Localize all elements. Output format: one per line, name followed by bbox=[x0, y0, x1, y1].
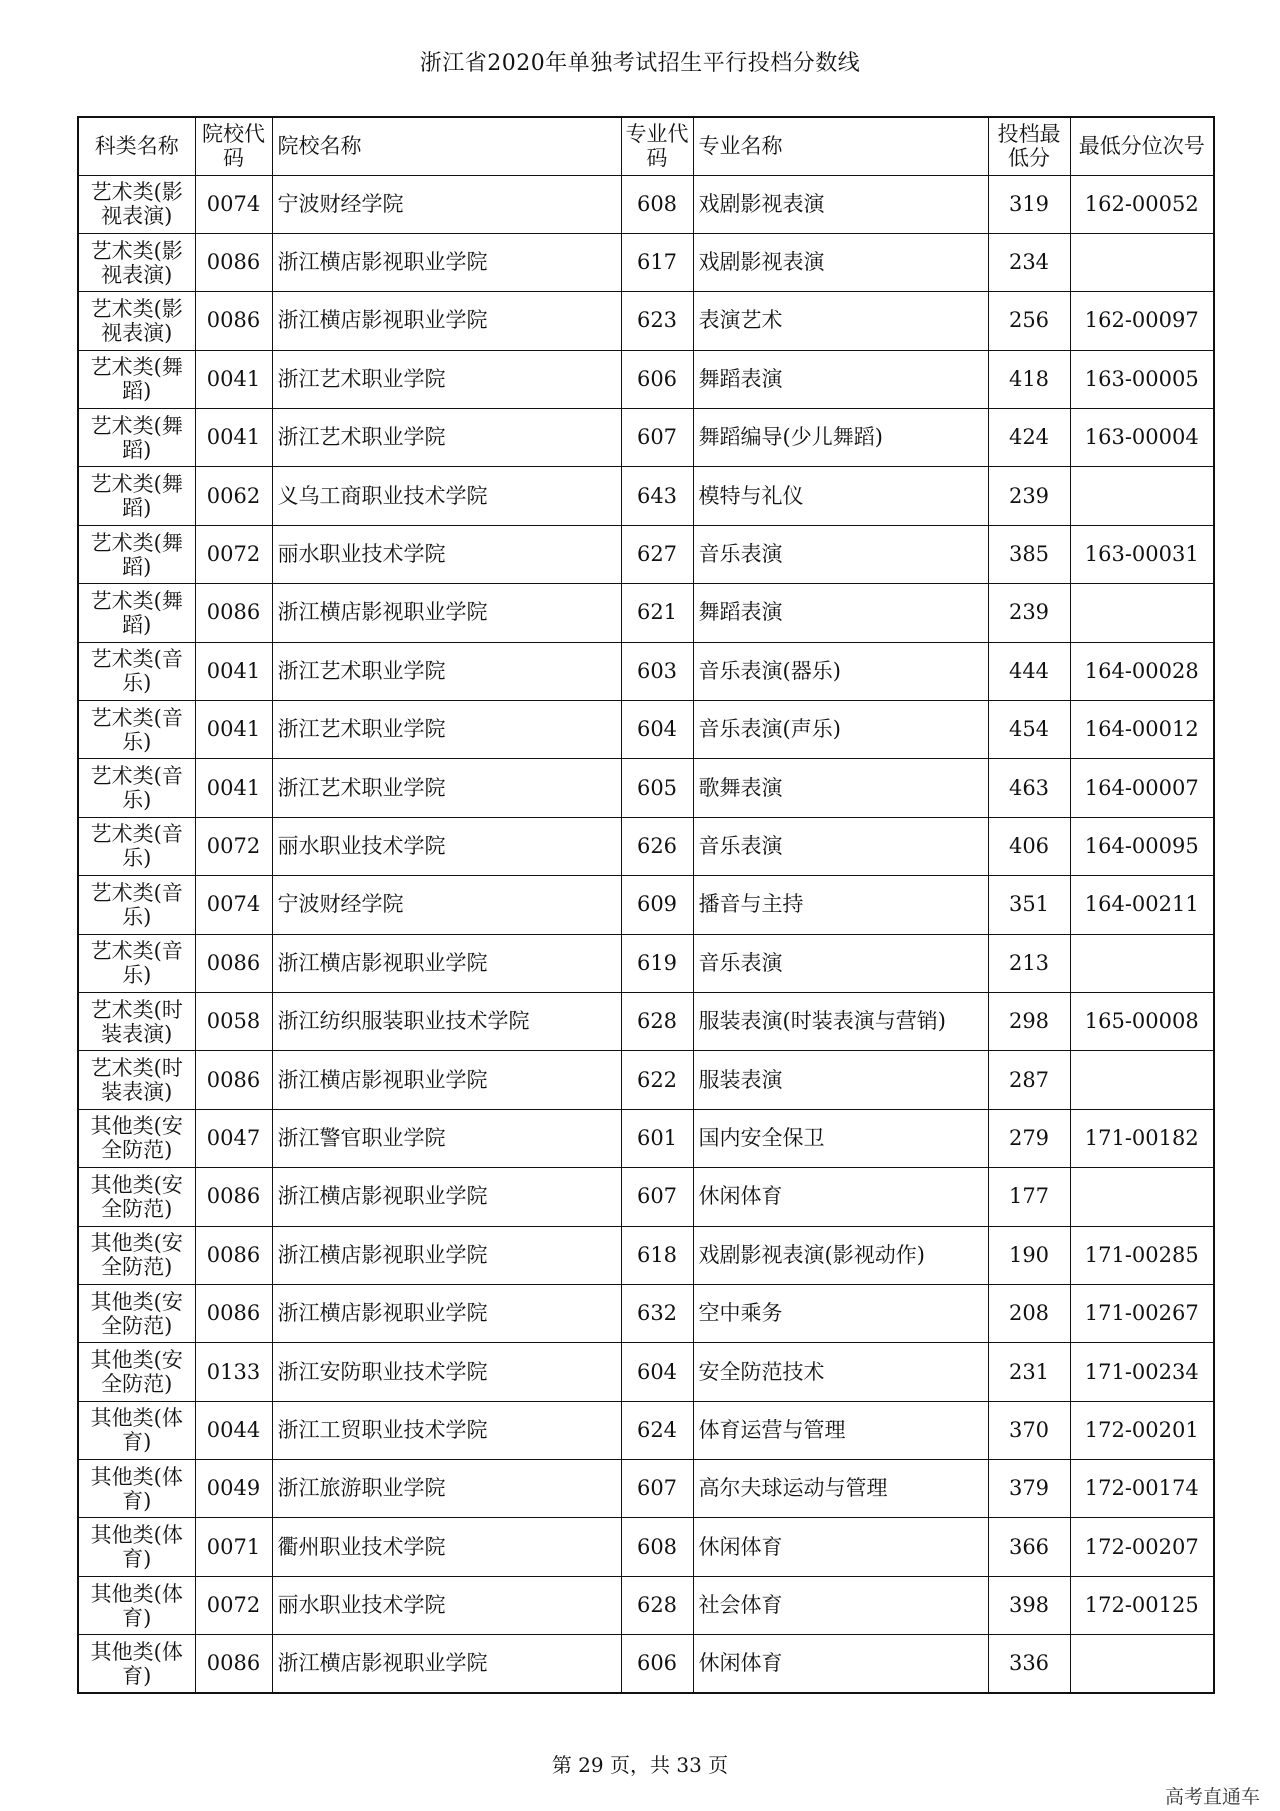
cell-min-rank bbox=[1070, 233, 1214, 291]
cell-major-name: 国内安全保卫 bbox=[693, 1109, 988, 1167]
cell-school-name: 浙江横店影视职业学院 bbox=[272, 233, 621, 291]
cell-major-code: 619 bbox=[621, 934, 693, 992]
cell-major-code: 627 bbox=[621, 525, 693, 583]
cell-min-score: 287 bbox=[988, 1051, 1070, 1109]
cell-major-name: 高尔夫球运动与管理 bbox=[693, 1460, 988, 1518]
table-row bbox=[78, 1576, 1214, 1634]
cell-min-rank: 163-00031 bbox=[1070, 525, 1214, 583]
cell-category: 艺术类(舞蹈) bbox=[78, 525, 195, 583]
cell-major-name: 模特与礼仪 bbox=[693, 467, 988, 525]
cell-major-name: 服装表演 bbox=[693, 1051, 988, 1109]
cell-school-name: 浙江横店影视职业学院 bbox=[272, 584, 621, 642]
cell-major-name: 舞蹈表演 bbox=[693, 584, 988, 642]
table-row bbox=[78, 1518, 1214, 1576]
cell-min-score: 213 bbox=[988, 934, 1070, 992]
table-row bbox=[78, 350, 1214, 408]
cell-school-code: 0072 bbox=[195, 817, 272, 875]
cell-min-rank bbox=[1070, 1635, 1214, 1693]
cell-category: 艺术类(舞蹈) bbox=[78, 350, 195, 408]
cell-school-name: 浙江旅游职业学院 bbox=[272, 1460, 621, 1518]
cell-major-name: 戏剧影视表演 bbox=[693, 175, 988, 233]
cell-major-name: 休闲体育 bbox=[693, 1518, 988, 1576]
cell-major-name: 音乐表演 bbox=[693, 934, 988, 992]
cell-min-score: 177 bbox=[988, 1168, 1070, 1226]
cell-major-code: 618 bbox=[621, 1226, 693, 1284]
cell-min-score: 398 bbox=[988, 1576, 1070, 1634]
cell-school-name: 浙江横店影视职业学院 bbox=[272, 1168, 621, 1226]
cell-school-code: 0086 bbox=[195, 1635, 272, 1693]
cell-category: 其他类(安全防范) bbox=[78, 1343, 195, 1401]
cell-min-rank: 171-00234 bbox=[1070, 1343, 1214, 1401]
cell-major-code: 603 bbox=[621, 642, 693, 700]
cell-school-code: 0086 bbox=[195, 1051, 272, 1109]
cell-school-name: 浙江艺术职业学院 bbox=[272, 642, 621, 700]
cell-major-name: 舞蹈编导(少儿舞蹈) bbox=[693, 409, 988, 467]
watermark: 高考直通车 bbox=[1164, 1786, 1260, 1808]
cell-major-code: 609 bbox=[621, 876, 693, 934]
table-row bbox=[78, 1109, 1214, 1167]
table-row bbox=[78, 1401, 1214, 1459]
cell-major-name: 体育运营与管理 bbox=[693, 1401, 988, 1459]
cell-category: 其他类(体育) bbox=[78, 1518, 195, 1576]
cell-min-rank: 164-00095 bbox=[1070, 817, 1214, 875]
table-row bbox=[78, 701, 1214, 759]
cell-category: 其他类(安全防范) bbox=[78, 1226, 195, 1284]
cell-min-score: 239 bbox=[988, 584, 1070, 642]
cell-min-score: 418 bbox=[988, 350, 1070, 408]
cell-category: 艺术类(音乐) bbox=[78, 876, 195, 934]
cell-category: 艺术类(音乐) bbox=[78, 817, 195, 875]
cell-major-code: 606 bbox=[621, 1635, 693, 1693]
cell-school-code: 0074 bbox=[195, 876, 272, 934]
cell-school-name: 浙江艺术职业学院 bbox=[272, 701, 621, 759]
cell-category: 艺术类(影视表演) bbox=[78, 292, 195, 350]
cell-school-code: 0071 bbox=[195, 1518, 272, 1576]
table-row bbox=[78, 1168, 1214, 1226]
cell-major-code: 628 bbox=[621, 992, 693, 1050]
table-row bbox=[78, 1635, 1214, 1693]
cell-school-code: 0086 bbox=[195, 934, 272, 992]
cell-category: 艺术类(舞蹈) bbox=[78, 467, 195, 525]
cell-category: 艺术类(影视表演) bbox=[78, 233, 195, 291]
page-title: 浙江省2020年单独考试招生平行投档分数线 bbox=[419, 51, 861, 76]
cell-major-code: 604 bbox=[621, 701, 693, 759]
cell-major-code: 643 bbox=[621, 467, 693, 525]
cell-major-name: 表演艺术 bbox=[693, 292, 988, 350]
cell-min-rank: 171-00182 bbox=[1070, 1109, 1214, 1167]
cell-category: 艺术类(音乐) bbox=[78, 642, 195, 700]
cell-school-code: 0041 bbox=[195, 642, 272, 700]
table-row bbox=[78, 1051, 1214, 1109]
cell-school-code: 0086 bbox=[195, 292, 272, 350]
cell-school-code: 0133 bbox=[195, 1343, 272, 1401]
cell-major-name: 音乐表演 bbox=[693, 817, 988, 875]
cell-min-score: 370 bbox=[988, 1401, 1070, 1459]
cell-major-name: 音乐表演 bbox=[693, 525, 988, 583]
cell-school-code: 0044 bbox=[195, 1401, 272, 1459]
cell-school-name: 浙江纺织服装职业技术学院 bbox=[272, 992, 621, 1050]
cell-school-name: 浙江横店影视职业学院 bbox=[272, 1284, 621, 1342]
cell-school-name: 浙江工贸职业技术学院 bbox=[272, 1401, 621, 1459]
cell-min-rank bbox=[1070, 584, 1214, 642]
cell-category: 艺术类(音乐) bbox=[78, 934, 195, 992]
cell-major-name: 戏剧影视表演(影视动作) bbox=[693, 1226, 988, 1284]
cell-school-code: 0086 bbox=[195, 1226, 272, 1284]
table-row bbox=[78, 584, 1214, 642]
cell-min-rank: 164-00012 bbox=[1070, 701, 1214, 759]
cell-min-rank: 162-00052 bbox=[1070, 175, 1214, 233]
cell-school-name: 丽水职业技术学院 bbox=[272, 1576, 621, 1634]
cell-school-name: 浙江横店影视职业学院 bbox=[272, 1226, 621, 1284]
cell-major-name: 休闲体育 bbox=[693, 1635, 988, 1693]
header-school-name: 院校名称 bbox=[272, 117, 621, 175]
cell-major-name: 安全防范技术 bbox=[693, 1343, 988, 1401]
cell-school-name: 衢州职业技术学院 bbox=[272, 1518, 621, 1576]
cell-school-code: 0058 bbox=[195, 992, 272, 1050]
header-school-code: 院校代码 bbox=[195, 117, 272, 175]
cell-min-rank: 172-00125 bbox=[1070, 1576, 1214, 1634]
cell-major-code: 626 bbox=[621, 817, 693, 875]
table-row bbox=[78, 992, 1214, 1050]
cell-min-score: 424 bbox=[988, 409, 1070, 467]
cell-school-code: 0041 bbox=[195, 350, 272, 408]
cell-category: 其他类(体育) bbox=[78, 1635, 195, 1693]
cell-min-score: 385 bbox=[988, 525, 1070, 583]
cell-min-rank: 171-00267 bbox=[1070, 1284, 1214, 1342]
cell-major-code: 608 bbox=[621, 175, 693, 233]
cell-category: 艺术类(舞蹈) bbox=[78, 584, 195, 642]
table-row bbox=[78, 292, 1214, 350]
table-row bbox=[78, 233, 1214, 291]
cell-category: 艺术类(音乐) bbox=[78, 701, 195, 759]
table-row bbox=[78, 1343, 1214, 1401]
cell-min-score: 234 bbox=[988, 233, 1070, 291]
cell-major-name: 戏剧影视表演 bbox=[693, 233, 988, 291]
cell-major-code: 601 bbox=[621, 1109, 693, 1167]
cell-school-code: 0041 bbox=[195, 759, 272, 817]
cell-category: 其他类(体育) bbox=[78, 1460, 195, 1518]
admission-score-table bbox=[77, 116, 1215, 1694]
cell-min-rank: 164-00211 bbox=[1070, 876, 1214, 934]
cell-category: 艺术类(影视表演) bbox=[78, 175, 195, 233]
cell-school-name: 义乌工商职业技术学院 bbox=[272, 467, 621, 525]
cell-category: 艺术类(舞蹈) bbox=[78, 409, 195, 467]
table-row bbox=[78, 1460, 1214, 1518]
cell-min-score: 406 bbox=[988, 817, 1070, 875]
cell-category: 艺术类(音乐) bbox=[78, 759, 195, 817]
cell-school-name: 浙江艺术职业学院 bbox=[272, 759, 621, 817]
cell-school-name: 宁波财经学院 bbox=[272, 876, 621, 934]
table-row bbox=[78, 642, 1214, 700]
cell-school-code: 0086 bbox=[195, 1284, 272, 1342]
cell-min-score: 279 bbox=[988, 1109, 1070, 1167]
cell-min-rank: 162-00097 bbox=[1070, 292, 1214, 350]
table-row bbox=[78, 1226, 1214, 1284]
cell-min-rank bbox=[1070, 467, 1214, 525]
header-major-code: 专业代码 bbox=[621, 117, 693, 175]
page-number: 第 29 页，共 33 页 bbox=[551, 1753, 729, 1777]
cell-min-score: 231 bbox=[988, 1343, 1070, 1401]
table-row bbox=[78, 934, 1214, 992]
cell-major-code: 604 bbox=[621, 1343, 693, 1401]
cell-school-name: 浙江横店影视职业学院 bbox=[272, 292, 621, 350]
cell-school-name: 浙江警官职业学院 bbox=[272, 1109, 621, 1167]
cell-min-score: 298 bbox=[988, 992, 1070, 1050]
cell-school-code: 0047 bbox=[195, 1109, 272, 1167]
cell-min-score: 366 bbox=[988, 1518, 1070, 1576]
cell-major-name: 舞蹈表演 bbox=[693, 350, 988, 408]
cell-major-name: 服装表演(时装表演与营销) bbox=[693, 992, 988, 1050]
table-row bbox=[78, 1284, 1214, 1342]
header-major-name: 专业名称 bbox=[693, 117, 988, 175]
cell-school-name: 浙江横店影视职业学院 bbox=[272, 1635, 621, 1693]
cell-major-name: 社会体育 bbox=[693, 1576, 988, 1634]
table-row bbox=[78, 175, 1214, 233]
cell-category: 其他类(体育) bbox=[78, 1576, 195, 1634]
cell-school-name: 丽水职业技术学院 bbox=[272, 525, 621, 583]
cell-min-score: 379 bbox=[988, 1460, 1070, 1518]
cell-min-rank bbox=[1070, 934, 1214, 992]
cell-min-rank: 164-00028 bbox=[1070, 642, 1214, 700]
table-row bbox=[78, 409, 1214, 467]
cell-min-score: 208 bbox=[988, 1284, 1070, 1342]
cell-min-rank: 164-00007 bbox=[1070, 759, 1214, 817]
cell-school-name: 浙江安防职业技术学院 bbox=[272, 1343, 621, 1401]
table-row bbox=[78, 876, 1214, 934]
cell-school-code: 0072 bbox=[195, 1576, 272, 1634]
cell-category: 其他类(安全防范) bbox=[78, 1168, 195, 1226]
cell-min-score: 319 bbox=[988, 175, 1070, 233]
table-body bbox=[78, 175, 1214, 1693]
cell-min-rank: 172-00207 bbox=[1070, 1518, 1214, 1576]
cell-school-name: 浙江横店影视职业学院 bbox=[272, 934, 621, 992]
cell-school-name: 浙江艺术职业学院 bbox=[272, 409, 621, 467]
cell-major-code: 621 bbox=[621, 584, 693, 642]
cell-school-name: 宁波财经学院 bbox=[272, 175, 621, 233]
header-min-rank: 最低分位次号 bbox=[1070, 117, 1214, 175]
cell-major-code: 632 bbox=[621, 1284, 693, 1342]
cell-min-rank: 172-00174 bbox=[1070, 1460, 1214, 1518]
header-category: 科类名称 bbox=[78, 117, 195, 175]
cell-min-score: 256 bbox=[988, 292, 1070, 350]
cell-min-rank: 163-00005 bbox=[1070, 350, 1214, 408]
cell-major-code: 605 bbox=[621, 759, 693, 817]
cell-major-code: 623 bbox=[621, 292, 693, 350]
cell-min-rank: 165-00008 bbox=[1070, 992, 1214, 1050]
cell-major-name: 休闲体育 bbox=[693, 1168, 988, 1226]
cell-major-code: 607 bbox=[621, 1168, 693, 1226]
cell-major-code: 607 bbox=[621, 1460, 693, 1518]
table-row bbox=[78, 759, 1214, 817]
cell-min-rank bbox=[1070, 1168, 1214, 1226]
table-row bbox=[78, 467, 1214, 525]
cell-major-name: 音乐表演(声乐) bbox=[693, 701, 988, 759]
cell-school-name: 浙江横店影视职业学院 bbox=[272, 1051, 621, 1109]
cell-major-name: 空中乘务 bbox=[693, 1284, 988, 1342]
cell-major-code: 606 bbox=[621, 350, 693, 408]
cell-category: 艺术类(时装表演) bbox=[78, 992, 195, 1050]
cell-major-code: 624 bbox=[621, 1401, 693, 1459]
cell-major-code: 607 bbox=[621, 409, 693, 467]
cell-min-score: 190 bbox=[988, 1226, 1070, 1284]
cell-category: 其他类(安全防范) bbox=[78, 1109, 195, 1167]
cell-min-score: 239 bbox=[988, 467, 1070, 525]
cell-category: 其他类(体育) bbox=[78, 1401, 195, 1459]
cell-min-score: 454 bbox=[988, 701, 1070, 759]
cell-school-code: 0049 bbox=[195, 1460, 272, 1518]
cell-school-name: 浙江艺术职业学院 bbox=[272, 350, 621, 408]
cell-school-code: 0041 bbox=[195, 409, 272, 467]
cell-min-score: 336 bbox=[988, 1635, 1070, 1693]
cell-min-score: 444 bbox=[988, 642, 1070, 700]
cell-school-code: 0074 bbox=[195, 175, 272, 233]
cell-min-rank: 163-00004 bbox=[1070, 409, 1214, 467]
cell-min-rank: 171-00285 bbox=[1070, 1226, 1214, 1284]
cell-category: 其他类(安全防范) bbox=[78, 1284, 195, 1342]
cell-major-code: 622 bbox=[621, 1051, 693, 1109]
cell-min-rank bbox=[1070, 1051, 1214, 1109]
cell-school-name: 丽水职业技术学院 bbox=[272, 817, 621, 875]
table-header-row bbox=[78, 117, 1214, 175]
cell-major-name: 音乐表演(器乐) bbox=[693, 642, 988, 700]
cell-school-code: 0086 bbox=[195, 584, 272, 642]
cell-major-name: 播音与主持 bbox=[693, 876, 988, 934]
cell-min-score: 463 bbox=[988, 759, 1070, 817]
cell-min-rank: 172-00201 bbox=[1070, 1401, 1214, 1459]
cell-school-code: 0041 bbox=[195, 701, 272, 759]
cell-school-code: 0086 bbox=[195, 233, 272, 291]
header-min-score: 投档最低分 bbox=[988, 117, 1070, 175]
cell-school-code: 0086 bbox=[195, 1168, 272, 1226]
cell-major-code: 608 bbox=[621, 1518, 693, 1576]
table-row bbox=[78, 817, 1214, 875]
table-row bbox=[78, 525, 1214, 583]
cell-category: 艺术类(时装表演) bbox=[78, 1051, 195, 1109]
cell-major-code: 628 bbox=[621, 1576, 693, 1634]
cell-school-code: 0072 bbox=[195, 525, 272, 583]
cell-min-score: 351 bbox=[988, 876, 1070, 934]
cell-school-code: 0062 bbox=[195, 467, 272, 525]
cell-major-code: 617 bbox=[621, 233, 693, 291]
cell-major-name: 歌舞表演 bbox=[693, 759, 988, 817]
